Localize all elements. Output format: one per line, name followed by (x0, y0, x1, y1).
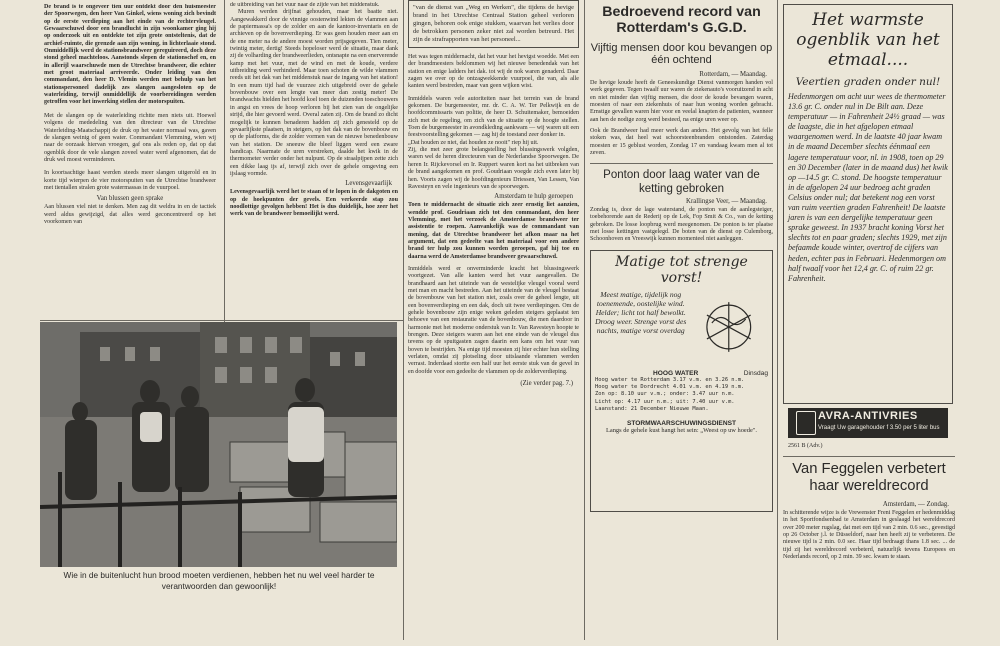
article-paragraph: Muren werden drijfnat gehouden, maar het baatte niet. Aangewakkerd door de vinnige oostenwind lekten de vlammen aan de papiermassa's op de zolder en aan de kantoor-inventaris en de archieven op de bovenverdieping. Er was geen houden meer aan en de ene meter na de andere moest worden prijsgegeven. Tien meter, twintig meter, dertig! Steeds hopeloser werd de situatie, maar dank zij de volharding der brandweerlieden, ontsnapte na een enerverende kamp met het vuur, met de wind en met de koude, verdere uitbreiding werd verhinderd. Maar toen schoten de wilde vlammen reeds uit het dak van het middenstuk naar de ingang van het station! In een mum tijd had de vuurzee zich uitgebreid over de gehele bovenbouw over een lengte van meer dan zestig meter! De brandwachts hielden het hoofd koel toen de duizenden toeschouwers in angst en vrees de hoop verloren bij het zien van de ongelijke strijd, die hier gevoerd werd. Overal zaten zij. Om de brand zo dicht mogelijk te kunnen benaderen hadden zij zich genesteld op de gevaarlijkste plaatsen, in steigers, op het dak van de bovenbouw en op de platforms, die de zolder vormen van de nieuwe benedenbouw van het station. De sneeuw die bleef liggen werd een zware handicap. Naarmate de uren verstreken, daalde het kwik in de thermometer verder onder het nulpunt. Op de straalpijpen zette zich een dikke laag ijs af, terwijl zich over de gehele omgeving een ijslaag vormde. (230, 9, 398, 177)
high-water-day: Dinsdag (743, 369, 768, 377)
dateline: Amsterdam, — Zondag. (882, 501, 949, 509)
news-photo (40, 322, 397, 567)
storm-warning-title: STORMWAARSCHUWINGSDIENST (626, 419, 737, 427)
subheading: Van blussen geen sprake (96, 195, 164, 203)
can-icon (796, 411, 816, 435)
section-rule (590, 163, 773, 164)
article-paragraph: Aan blussen viel niet te denken. Men zag dit weldra in en de tactiek werd aldus gewijzigd, dat alles werd geconcentreerd op het voorkomen van (44, 204, 216, 225)
snowflake-illustration-icon (690, 290, 768, 364)
sports-article (783, 461, 955, 641)
temperature-box (783, 4, 953, 404)
photo-caption: Wie in de buitenlucht hun brood moeten verdienen, hebben het nu wel veel harder te verantwoorden dan gewoonlijk! (63, 570, 375, 591)
article-paragraph: In koortsachtige haast werden steeds meer slangen uitgerold en in korte tijd wierpen de vier motorspuiten van de Utrechtse brandweer met tientallen stralen grote watermassas in de vuurpoel. (44, 170, 216, 191)
headline: Het warmste ogenblik van het etmaal.... (796, 10, 940, 70)
article-column-2 (230, 2, 398, 320)
high-water-line: Hoog water te Rotterdam 3.17 v.m. en 3.26 n.m. (595, 376, 745, 383)
photo-scene (40, 322, 397, 567)
article-column-3 (408, 0, 579, 600)
temperature-text: Hedenmorgen om acht uur wees de thermometer 13.6 gr. C. onder nul in De Bilt aan. Deze temperatuur — in Fahrenheit 24½ graad — was de laagste, die in het afgelopen etmaal waargenomen werd. In de laatste 40 jaar kwam in de maand December slechts éénmaal een lagere temperatuur voor, nl. in 1908, toen op 29 en 30 December (later in de maand dus) het kwik op —14.5 gr. C. stond. De hoogste temperatuur in de afgelopen 24 uur bedroeg acht graden Celsius onder nul; dat betekent nog een vorst van ruim veertien graden Fahrenheit! De laatste jaren is van een dergelijke temperatuur geen sprake geweest. In 1937 bracht koning Vorst het slechts tot en paar graden; slechts 1929, met zijn befaamde koude winter, overtrof de cijfers van heden, echter pas in Februari. Hedenmorgen om half twaalf voor het 12,4 gr. C. of ruim 22 gr. Fahrenheit. (788, 92, 948, 283)
article-paragraph: Zondag is, door de lage waterstand, de ponton van de aanlegsteiger, toebehorende aan de Rederij op de Lek, Fop Smit & Co., van de ketting gebroken. De losse loopbrug werd meegenomen. De ponton is ter plaatse met losse kettingen vastgelegd. De boten van de dienst op Culemborg, Schoonhoven en Vreeswijk kunnen momenteel niet aanleggen. (590, 206, 773, 243)
subheading: Amsterdam te hulp geroepen (494, 193, 573, 201)
ad-code: 2561 B (Adv.) (788, 443, 823, 449)
dateline: Krallingse Veer, — Maandag. (686, 197, 767, 205)
article-paragraph: Inmiddels waren vele autoriteiten naar het terrein van de brand gekomen. De burgemeester, mr. dr. C. A. W. Ter Pelkwijk en de hoofdcommissaris van politie, de heer D. Schuitemaker, bemoeiden zich met de regeling, om zich van de situatie op de hoogte stellen. Toen de burgemeester in avondkleding aankwam — wij waren uit een feestvoorstelling gekomen — zag hij de toestand zeer donker in. (408, 95, 579, 139)
weather-headline: Matige tot strenge vorst! (615, 253, 748, 286)
high-water-title: HOOG WATER (653, 369, 699, 377)
storm-warning-text: Langs de gehele kust hangt het sein: „Weest op uw hoede". (606, 426, 757, 434)
ad-text: Vraagt Uw garagehouder f 3.50 per 5 liter bus (818, 425, 940, 431)
boxed-notice (408, 0, 579, 48)
dateline: Rotterdam, — Maandag. (699, 70, 767, 78)
article-paragraph: Toen te middernacht de situatie zich zeer ernstig liet aanzien, wendde prof. Goudriaan zich tot den commandant, den heer Vlemming, met het verzoek de Amsterdamse brandweer ter assistentie te roepen. Aanvankelijk was de commandant van mening, dat de Utrechtse brandweer het afkon maar na het argument, dat een gedeelte van het materiaal voor een andere brand ter hulp zou kunnen worden geroepen, gaf hij toe en daarna werd de Amsterdamse brandweer gewaarschuwd. (408, 202, 579, 260)
article-paragraph: „Dat houden ze niet, dat houden ze nooit" riep hij uit. (408, 139, 539, 146)
article-paragraph: Levensgevaarlijk werd het te staan of te lopen in de dakgoten en op de hoekpunten der gevels. Een verkeerde stap zou noodlottige gevolgen hebben! Het is dus duidelijk, hoe zeer het werk van de brandweer bemoeilijkt werd. (230, 189, 398, 218)
column-rule (584, 0, 585, 640)
moon-line: Laanstand: 21 December Nieuwe Maan. (595, 406, 709, 413)
high-water-line: Hoog water te Dordrecht 4.01 v.m. en 4.19 n.m. (595, 383, 745, 390)
weather-box (590, 250, 773, 512)
subheadline: Veertien graden onder nul! (795, 76, 941, 88)
article-paragraph: Inmiddels werd er onverminderde kracht het blussingswerk voortgezet. Van alle kanten werd het vuur aangevallen. De brandhaard aan het uiteinde van de westelijke vleugel vooral werd met man en macht bestreden. Aan het uiteinde van de vleugel bestaat de bovenbouw van het station niet, zoals over de geheel lengte, uit een bovenverdieping en een dak, doch uit twee verdiepingen. Om de gehele bovenbouw zijn enige weken geleden steigers geplaatst ten behoeve van een restauratie van de bovenbouw, die men daardoor in harmonie met het moderne onderstuk van Ir. Van Ravesteyn hoopte te brengen. Deze steigers waren aan het ene einde van de vleugel dus tevens op de spuitgasten zagen daarin een kans om het vuur van boven te bestrijden. Na enige tijd moesten zij hier echter hun stelling verlaten, omdat zij plotseling door uitslaande vlammen werden verrast. Inderdaad stortte een half uur het eerste stuk van de gevel in en doofde voor een gedeelte de vlammen op de zolderverdieping. (408, 265, 579, 375)
headline: Van Feggelen verbetert haar wereldrecord (792, 461, 946, 495)
article-paragraph: De hevige koude heeft de Geneeskundige Dienst vanmorgen handen vol werk gegeven. Tegen twaalf uur waren de ziekenauto's vooruitzend in acht en niet minder dan vijftig mensen, die door de koude bevangen waren, moesten of naar een ziekenhuis of naar hun woning worden gebracht. Ernstige gevallen waren hier voor en veelal knapten de patienten, wanneer aan hen de nodige zorg werd besteed, na enige uren weer op. (590, 79, 773, 123)
section-rule (40, 320, 403, 321)
article-paragraph: Met de slangen op de waterleiding richtte men niets uit. Hoewel volgens de mededeling van den directeur van de Utrechtse Waterleiding-Maatschappij de druk op het water normaal was, gaven de slangen weinig of geen water. Commandant Vlemming, wien wij naar de oorzaak hiervan vroegen, gaf ons als reden op, dat op dat ogenblik door de vele slangen zoveel water werd afgenomen, dat de druk wel moest verminderen. (44, 112, 216, 163)
light-line: Licht op: 4.17 uur n.m.; uit: 7.40 uur v.m. (595, 398, 735, 405)
subheading: Levensgevaarlijk (345, 180, 392, 188)
article-column-1 (44, 4, 216, 318)
boxed-notice-text: "van de dienst van „Weg en Werken", die tijdens de hevige brand in het Utrechtse Centraal Station geheel verloren gingen, behoren ook enige stukken, waarvan het verlies door de betrokken personen zeker niet zal worden betreurd. Het zijn de strafrapporten van het personeel... (413, 4, 574, 43)
column-rule (777, 0, 778, 640)
article-paragraph: Het was tegen middernacht, dat het vuur het hevigst woedde. Met een der brandmeesters beklommen wij het nieuwe benedendak van het station en enige ladders het dak. tot wij de nok waren genaderd. Daar zagen we over op de ontzagwekkende vuurpoel, die van, als alle kanten werd bestreden, maar van geen wijken wist. (408, 54, 579, 90)
article-paragraph: Ook de Brandweer had meer werk dan anders. Het gevolg van het felle stoken was, dat heel wat schoorsteenbranden ontstonden. Zaterdag moesten er 15 geblust worden, Zondag 17 en vandaag kwam men al tot zeven. (590, 128, 773, 157)
column-rule (403, 0, 404, 640)
article-paragraph: de uitbreiding van het vuur naar de zijde van het middenstuk. (230, 2, 380, 8)
article-paragraph: In schitterende wijze is de Vrewenster Freni Feggelen er hedenmiddag in het Sportfondsenbad te Amsterdam in geslaagd het wereldrecord over 200 meter rugslag, dat met een tijd van 2 min. 0.6 sec., gevestigd op 26 October j.l. te Düsseldorf, naar hen heeft zij te verbeteren. De nieuwe tijd is 2 min. 0.0 sec. Haar tijd bedraagt thans 1.8 sec. ... de tijd zij het wereldrecord verbeterd, natuurlijk tevens Europees en Nederlands record, op 2 min. 39 sec. kwam te staan. (783, 510, 955, 561)
section-rule (783, 456, 955, 457)
article-paragraph: De brand is te ongeveer tien uur ontdekt door den huismeester der Spoorwegen, den heer Van Ginkel, wiens woning zich bevindt op de eerste verdieping aan het einde van de rechtervleugel. Gewaarschuwd door een brandlucht in zijn woonkamer ging hij op onderzoek uit en ontdekte tot zijn grote ontsteltenis, dat de archief-ruimte, die grenzde aan zijn woning, in lichterlaaie stond. Onmiddellijk werd de stationsbrandweer gereguireerd, doch deze stond geheel machteloos. Aanstonds slepen de stationschef en, en in allerijl waarschuwde men de Utrechtse brandweer, die echter met groot materiaal arriveerde. Onder leiding van den commandant, den heer D. Vlemin werden met behulp van het stationspersoneel dadelijk zes slangen aangesloten op de waterleiding, terwijl onmiddellijk de voorbereidingen werden getroffen voor het inwerking stellen der motorspuiten. (44, 4, 216, 106)
article-column-4 (590, 2, 773, 642)
headline: Ponton door laag water van de ketting gebroken (603, 169, 760, 195)
column-rule (224, 0, 225, 322)
headline: Bedroevend record van Rotterdam's G.G.D. (602, 4, 761, 37)
subheadline: Vijftig mensen door kou bevangen op één ochtend (590, 41, 773, 67)
ad-brand: AVRA-ANTIVRIES (818, 410, 918, 422)
antifreeze-ad (788, 408, 948, 438)
continued-note: (Zie verder pag. 7.) (520, 380, 573, 388)
sun-line: Zon op: 8.10 uur v.m.; onder: 3.47 uur n.m. (595, 391, 735, 398)
article-paragraph: Zij, die met zeer grote belangstelling het blussingswerk volgden, waren wel de heren directeuren van de Nederlandse Spoorwegen. De heren Ir. Rijckevorsel en Ir. Ruppert waren kort na het uitbreken van de brand aangekomen en prof. Goudriaan voegde zich even later bij hen. Voorts zagen wij de hoofdingenieurs Driessen, Van Lessen, Van Ravesteyn en vele ingenieurs van de spoorwegen. (408, 147, 579, 190)
weather-forecast: Meest matige, tijdelijk nog toenemende, oostelijke wind. Helder; licht tot half bewolkt. Droog weer. Strenge vorst des nachts, matige vorst overdag (595, 289, 687, 336)
